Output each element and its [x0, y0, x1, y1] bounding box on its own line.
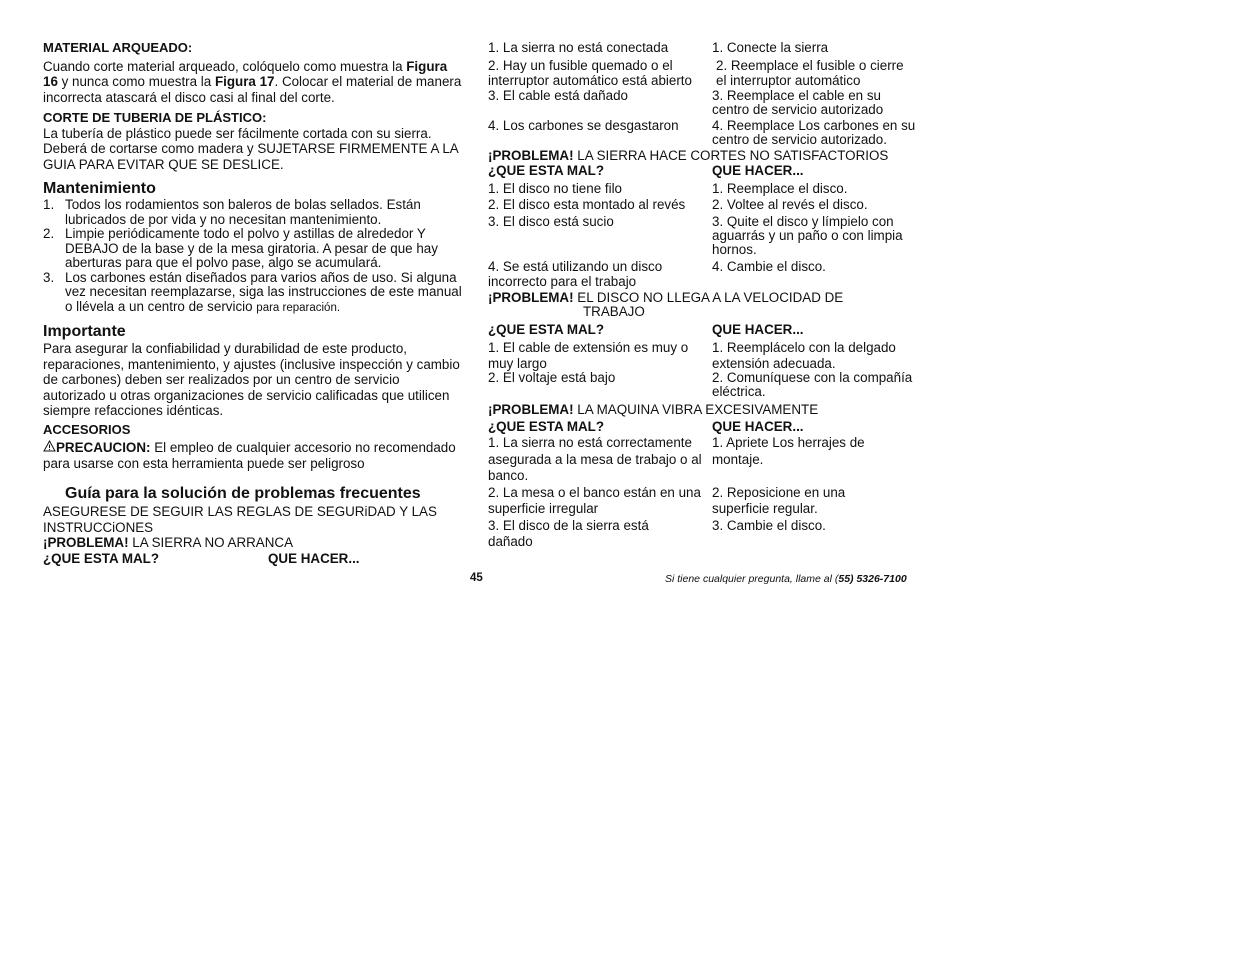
list-item: 3. Los carbones están diseñados para varios años de uso. Si alguna vez necesitan reemplazarse, siga las instrucciones de este manual o llévela a un centro de servicio para reparación.	[43, 269, 462, 314]
right-column	[488, 40, 916, 551]
table-row: 3. El cable está dañado 3. Reemplace el cable en su centro de servicio autorizado	[488, 87, 884, 117]
list-item: 1. Todos los rodamientos son baleros de bolas sellados. Están lubricados de por vida y no necesitan mantenimiento.	[43, 197, 421, 227]
problem-1-header: ¿QUE ESTA MAL? QUE HACER...	[43, 550, 360, 566]
plastic-pipe-text: La tubería de plástico puede ser fácilmente cortada con su sierra. Deberá de cortarse como madera y SUJETARSE FIRMEMENTE A LA GUIA PARA EVITAR QUE SE DESLICE.	[43, 125, 459, 172]
table-row: 2. La mesa o el banco están en una superficie irregular 2. Reposicione en una superficie regular.	[488, 484, 846, 516]
table-row: 2. El voltaje está bajo 2. Comuníquese con la compañía eléctrica.	[488, 370, 913, 399]
important-text: Para asegurar la confiabilidad y durabilidad de este producto, reparaciones, mantenimiento, y ajustes (inclusive inspección y cambio de carbones) deben ser realizados por un centro de servicio autorizado u otras organizaciones de servicio calificadas que utilicen siempre refacciones idénticas.	[43, 341, 460, 418]
table-row: 1. El disco no tiene filo 1. Reemplace el disco.	[488, 180, 848, 196]
figure-17-ref: Figura 17	[214, 74, 275, 89]
troubleshooting-heading: Guía para la solución de problemas frecuentes	[65, 485, 421, 502]
table-row: 4. Los carbones se desgastaron 4. Reemplace Los carbones en su centro de servicio autorizado.	[488, 117, 916, 147]
problem-2-table	[488, 181, 916, 290]
left-column	[43, 40, 465, 566]
arched-material-title: MATERIAL ARQUEADO:	[43, 40, 193, 55]
table-row: 2. El disco esta montado al revés 2. Voltee al revés el disco.	[488, 197, 868, 212]
problem-3-header: ¿QUE ESTA MAL? QUE HACER...	[488, 321, 804, 337]
footer-note: Si tiene cualquier pregunta, llame al (55) 5326-7100	[665, 573, 907, 585]
problem-1: ¡PROBLEMA! LA SIERRA NO ARRANCA	[43, 535, 294, 550]
footer-phone: 55) 5326-7100	[838, 573, 907, 585]
table-row: 3. El disco está sucio 3. Quite el disco y límpielo con aguarrás y un paño o con limpia hornos.	[488, 213, 903, 257]
arched-material-text: Cuando corte material arqueado, colóquelo como muestra la Figura 16 y nunca como muestra la Figura 17. Colocar el material de manera incorrecta atascará el disco casi al final del corte.	[43, 58, 462, 105]
maintenance-heading: Mantenimiento	[43, 180, 156, 197]
table-row: 1. La sierra no está correctamente asegurada a la mesa de trabajo o al banco. 1. Apriete Los herrajes de montaje.	[488, 435, 865, 483]
problem-1-table	[488, 40, 916, 147]
warning-triangle-icon	[43, 440, 56, 456]
safety-rules-text: ASEGURESE DE SEGUIR LAS REGLAS DE SEGURiDAD Y LAS INSTRUCCiONES	[43, 504, 437, 535]
problem-2: ¡PROBLEMA! LA SIERRA HACE CORTES NO SATISFACTORIOS	[488, 147, 889, 163]
table-row: 4. Se está utilizando un disco incorrecto para el trabajo 4. Cambie el disco.	[488, 258, 826, 289]
problem-4-table	[488, 435, 916, 551]
problem-3: ¡PROBLEMA! EL DISCO NO LLEGA A LA VELOCIDAD DE TRABAJO	[488, 289, 844, 319]
caution-text: PRECAUCION: El empleo de cualquier accesorio no recomendado para usarse con esta herramienta puede ser peligroso	[43, 440, 456, 471]
table-row: 1. La sierra no está conectada 1. Conecte la sierra	[488, 40, 829, 55]
table-row: 1. El cable de extensión es muy o muy largo 1. Reemplácelo con la delgado extensión adecuada.	[488, 340, 896, 371]
page-number: 45	[470, 572, 483, 584]
important-heading: Importante	[43, 323, 126, 340]
figure-16-ref: Figura 16	[43, 58, 448, 89]
problem-4: ¡PROBLEMA! LA MAQUINA VIBRA EXCESIVAMENTE	[488, 402, 819, 417]
table-row: 2. Hay un fusible quemado o el interruptor automático está abierto 2. Reemplace el fusible o cierre el interruptor automático	[488, 57, 904, 88]
problem-2-header: ¿QUE ESTA MAL? QUE HACER...	[488, 163, 804, 178]
accessories-heading: ACCESORIOS	[43, 421, 131, 437]
table-row: 3. El disco de la sierra está dañado 3. Cambie el disco.	[488, 517, 826, 549]
list-item: 2. Limpie periódicamente todo el polvo y astillas de alrededor Y DEBAJO de la base y de la mesa giratoria. A pesar de que hay aberturas para que el polvo pase, algo se acumulará.	[43, 226, 438, 270]
problem-4-header: ¿QUE ESTA MAL? QUE HACER...	[488, 418, 804, 434]
problem-3-table	[488, 340, 916, 399]
plastic-pipe-title: CORTE DE TUBERIA DE PLÁSTICO:	[43, 110, 267, 125]
maintenance-list	[43, 198, 465, 315]
